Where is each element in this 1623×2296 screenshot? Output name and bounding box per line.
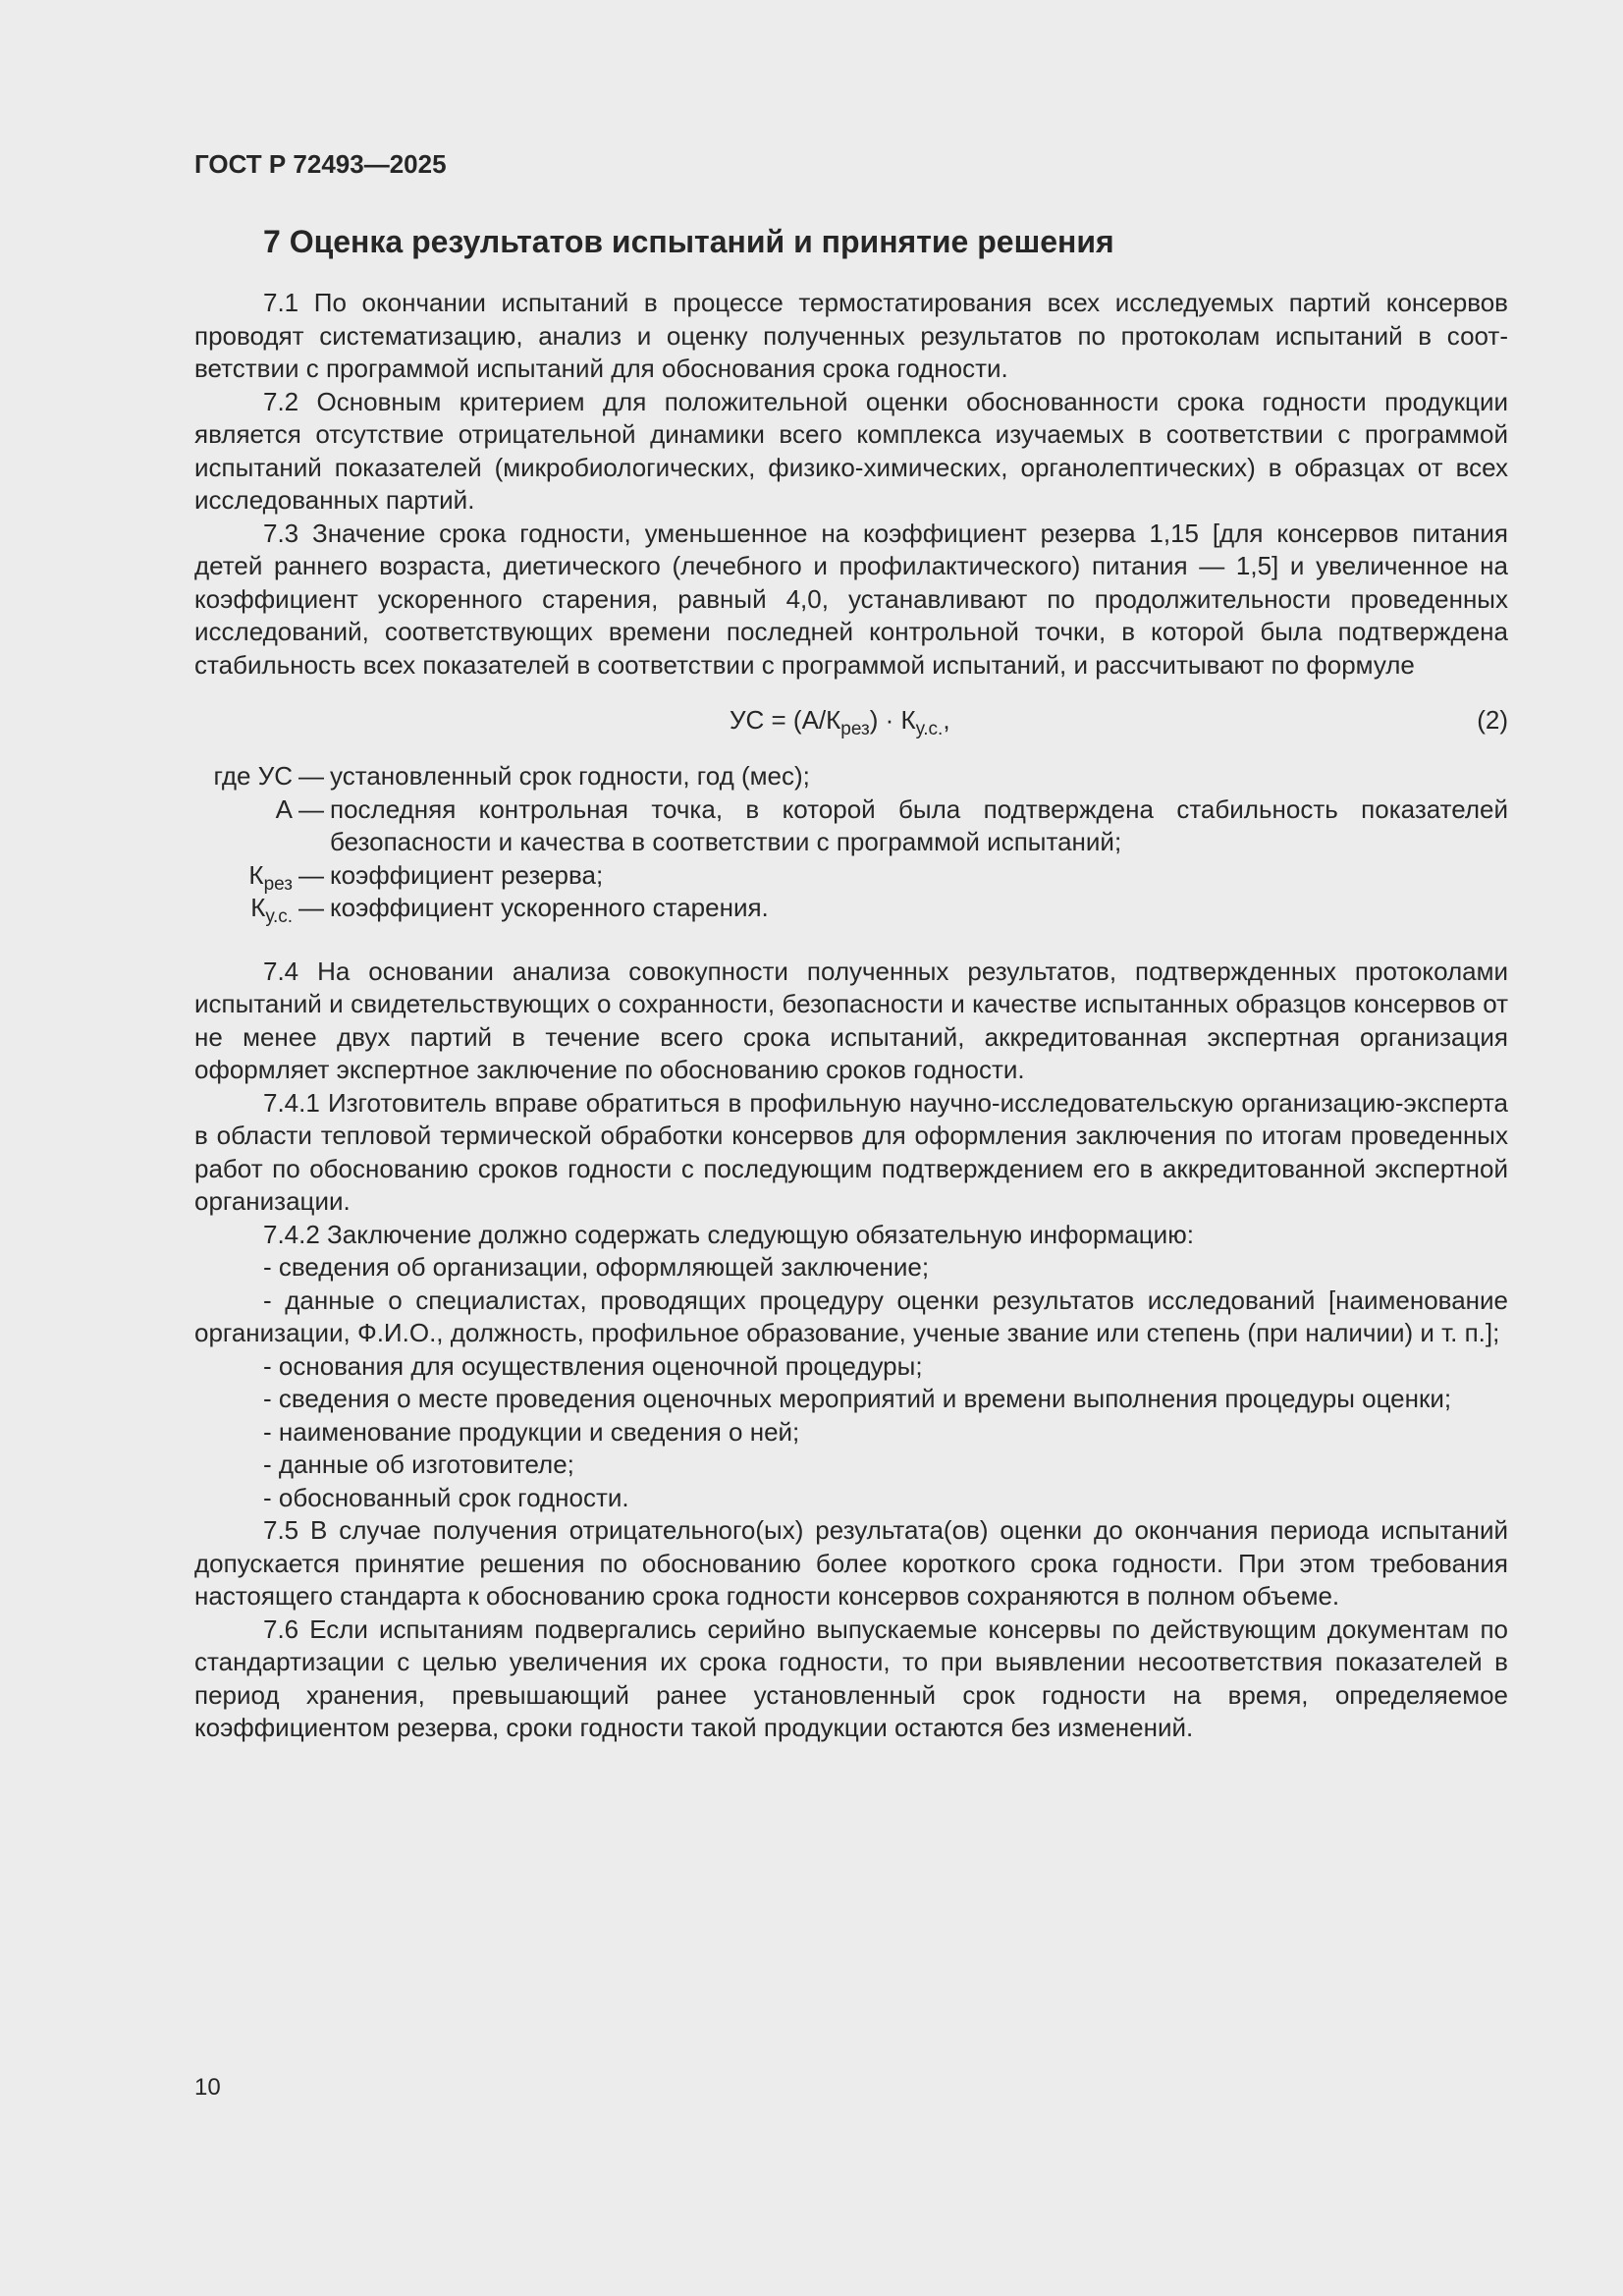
definition-k-us [194, 892, 1508, 925]
definition-dash: — [298, 793, 324, 824]
definition-a [194, 793, 1508, 859]
definition-k-rez [194, 859, 1508, 893]
formula-definitions [194, 760, 1508, 925]
document-body [194, 287, 1508, 1745]
paragraph-7-1: 7.1 По окончании испытаний в процессе термостатирования всех исследуемых партий консервов проводят систематизацию, анализ и оценку полученных результатов по протоколам испытаний в соответствии с программой испытаний для обоснования срока годности. [194, 288, 1508, 383]
definition-dash: — [298, 893, 324, 922]
paragraph-7-4: 7.4 На основании анализа совокупности полученных результатов, подтвержденных протоколами испытаний и свидетельствующих о сохранности, безопасности и качестве испытанных образцов консервов от не менее двух партий в течение всего срока испытаний, аккредитованная экспертная организация оформляет экспертное заключение по обоснованию сроков годности. [194, 956, 1508, 1084]
formula [730, 704, 950, 738]
formula-row [194, 696, 1508, 757]
paragraph-7-6: 7.6 Если испытаниям подвергались серийно выпускаемые консервы по действующим документам по стандартизации с целью увеличения их срока годности, то при выявлении несоответствия показателей в период хранения, превышающий ранее установленный срок годности на время, определяемое коэффициентом резерва, сроки годности такой продукции остаются без изменений. [194, 1613, 1508, 1742]
definition-dash: — [298, 859, 324, 890]
definition-us [194, 760, 1508, 793]
formula-tail: , [943, 705, 950, 735]
definition-text: последняя контрольная точка, в которой была подтверждена стабильность показателей безопасности и качества в соответствии с программой испытаний; [330, 793, 1508, 856]
definition-text: коэффициент резерва; [330, 859, 604, 890]
list-item: - сведения о месте проведения оценочных мероприятий и времени выполнения процедуры оценки; [263, 1384, 1452, 1413]
list-item: - обоснованный срок годности. [263, 1482, 629, 1512]
page-number: 10 [194, 2074, 221, 2101]
list-item: - основания для осуществления оценочной процедуры; [263, 1350, 923, 1381]
paragraph-7-5: 7.5 В случае получения отрицательного(ых) результата(ов) оценки до окончания периода испытаний допускается принятие решения по обоснованию более короткого срока годности. При этом требования настоящего стандарта к обоснованию срока годности консервов сохраняются в полном объеме. [194, 1515, 1508, 1611]
definition-text: коэффициент ускоренного старения. [330, 893, 769, 922]
definition-symbol: А [275, 793, 293, 824]
section-title: 7 Оценка результатов испытаний и принятие решения [263, 224, 1114, 259]
formula-sub-us: у.с. [915, 719, 944, 739]
definition-symbol: где УС [213, 761, 293, 791]
paragraph-7-4-1: 7.4.1 Изготовитель вправе обратиться в профильную научно-исследовательскую организацию-эксперта в области тепловой термической обработки консервов для оформления заключения по итогам проведенных работ по обоснованию сроков годности с последующим подтверждением его в аккредитованной экспертной организации. [194, 1087, 1508, 1216]
paragraph-7-2: 7.2 Основным критерием для положительной оценки обоснованности срока годности продукции является отсутствие отрицательной динамики всего комплекса изучаемых в соответствии с программой испытаний показателей (микробиологических, физико-химических, органолептических) в образцах от всех исследованных партий. [194, 386, 1508, 515]
definition-dash: — [298, 761, 324, 791]
definition-symbol: $К_{рез}$ [248, 859, 293, 895]
formula-mid: ) · К [869, 705, 916, 735]
formula-number: (2) [1477, 705, 1508, 735]
list-item: - данные об изготовителе; [263, 1449, 574, 1479]
formula-lhs: УС = (А/К [730, 705, 841, 735]
formula-sub-rez: рез [840, 719, 870, 739]
list-item: - наименование продукции и сведения о ней; [263, 1416, 800, 1447]
paragraph-7-4-2: 7.4.2 Заключение должно содержать следующую обязательную информацию: [263, 1219, 1194, 1249]
definition-symbol: $К_{у.с.}$ [250, 893, 293, 927]
list-item: - сведения об организации, оформляющей заключение; [263, 1252, 930, 1282]
definition-text: установленный срок годности, год (мес); [330, 761, 810, 791]
document-code: ГОСТ Р 72493—2025 [194, 149, 447, 179]
list-item: - данные о специалистах, проводящих процедуру оценки результатов исследований [наименование организации, Ф.И.О., должность, профильное образование, ученые звание или степень (при наличии) и т. п.]; [194, 1285, 1508, 1347]
paragraph-7-3: 7.3 Значение срока годности, уменьшенное на коэффициент резерва 1,15 [для консервов питания детей раннего возраста, диетического (лечебного и профилактического) питания — 1,5] и увеличенное на коэффициент ускоренного старения, равный 4,0, устанавливают по продолжительности проведенных исследований, соответствующих времени последней контрольной точки, в которой была подтверждена стабильность всех показателей в соответствии с программой испытаний, и рассчитывают по формуле [194, 518, 1508, 680]
